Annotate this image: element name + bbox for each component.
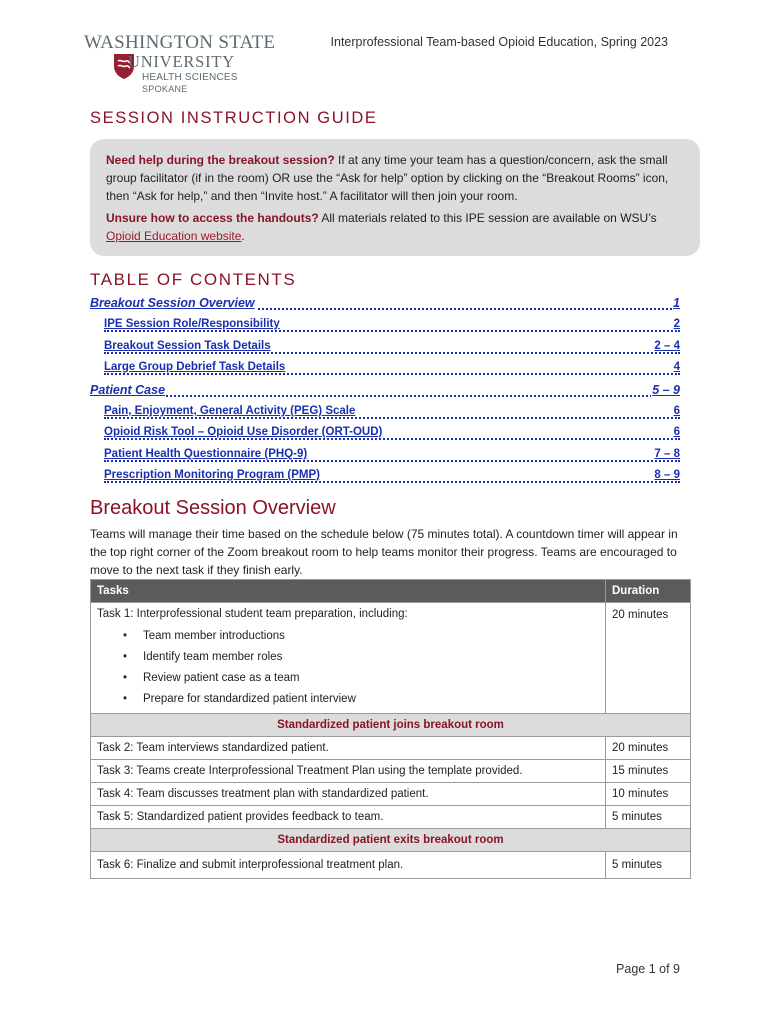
help-callout-box [90, 139, 700, 256]
toc-entry-title: Breakout Session Overview [90, 296, 255, 310]
handouts-text: All materials related to this IPE session are available on WSU’s [318, 211, 657, 225]
task-cell: Task 3: Teams create Interprofessional Treatment Plan using the template provided. [91, 760, 606, 783]
toc-entry-large-group-debrief[interactable] [104, 361, 680, 378]
toc-entry-page: 7 – 8 [654, 448, 680, 460]
logo-line-university: UNIVERSITY [128, 52, 235, 71]
opioid-education-website-link[interactable]: Opioid Education website [106, 229, 242, 243]
list-item: • Team member introductions [97, 626, 599, 647]
table-row [91, 806, 691, 829]
help-paragraph [106, 151, 688, 205]
sp-exits-row [91, 829, 691, 852]
task-1-bullets [97, 626, 599, 710]
toc-entry-ort-oud[interactable] [104, 426, 680, 443]
toc-entry-page: 8 – 9 [654, 469, 680, 481]
logo-line-health-sciences: HEALTH SCIENCES [142, 72, 238, 83]
toc-entry-title: Opioid Risk Tool – Opioid Use Disorder (ORT-OUD) [104, 426, 383, 438]
toc-entry-title: Patient Health Questionnaire (PHQ-9) [104, 448, 308, 460]
toc-entry-title: Large Group Debrief Task Details [104, 361, 286, 373]
duration-cell: 5 minutes [606, 806, 691, 829]
page-number: Page 1 of 9 [616, 962, 680, 976]
toc-entry-page: 5 – 9 [652, 383, 680, 397]
overview-intro-text: Teams will manage their time based on the schedule below (75 minutes total). A countdown timer will appear in the top right corner of the Zoom breakout room to help teams monitor their progress. Teams are encouraged to move to the next task if they finish early. [90, 527, 678, 577]
col-header-duration: Duration [606, 580, 691, 603]
toc-entry-title: Patient Case [90, 383, 166, 397]
toc-entry-page: 2 – 4 [654, 340, 680, 352]
wsu-logo [84, 30, 274, 96]
toc-entry-ipe-session-role[interactable] [104, 318, 680, 335]
duration-cell: 15 minutes [606, 760, 691, 783]
toc-heading: TABLE OF CONTENTS [90, 270, 297, 289]
handouts-end: . [241, 229, 245, 243]
toc-entry-peg-scale[interactable] [104, 405, 680, 422]
document-header-title: Interprofessional Team-based Opioid Education, Spring 2023 [330, 35, 668, 49]
duration-cell: 10 minutes [606, 783, 691, 806]
duration-cell: 20 minutes [606, 737, 691, 760]
sp-joins-label: Standardized patient joins breakout room [91, 714, 691, 737]
logo-line-washington-state: WASHINGTON STATE [84, 32, 276, 53]
toc-entry-page: 1 [673, 296, 680, 310]
toc-entry-title: IPE Session Role/Responsibility [104, 318, 280, 330]
toc-entry-title: Prescription Monitoring Program (PMP) [104, 469, 320, 481]
toc-entry-page: 4 [673, 361, 680, 373]
toc-entry-breakout-task-details[interactable] [104, 340, 680, 357]
sp-exits-label: Standardized patient exits breakout room [91, 829, 691, 852]
handouts-lead: Unsure how to access the handouts? [106, 211, 319, 225]
table-row [91, 852, 691, 879]
help-text: If at any time your team has a question/concern, ask the small group facilitator (if in the room) OR use the “Ask for help” option by clicking on the “Breakout Rooms” icon, then “Ask for help,” and then “Invite host.” A facilitator will then join your room. [106, 153, 669, 203]
toc-entry-title: Breakout Session Task Details [104, 340, 271, 352]
toc-entry-patient-case[interactable] [90, 383, 680, 400]
list-item: • Review patient case as a team [97, 668, 599, 689]
task-cell [91, 603, 606, 714]
list-item: • Identify team member roles [97, 647, 599, 668]
breakout-overview-heading: Breakout Session Overview [90, 497, 336, 519]
toc-entry-page: 2 [673, 318, 680, 330]
toc-entry-phq-9[interactable] [104, 448, 680, 465]
table-row [91, 603, 691, 714]
duration-cell: 5 minutes [606, 852, 691, 879]
toc-entry-title: Pain, Enjoyment, General Activity (PEG) Scale [104, 405, 356, 417]
toc-entry-page: 6 [673, 426, 680, 438]
schedule-header-row [91, 580, 691, 603]
toc-entry-breakout-session-overview[interactable] [90, 296, 680, 313]
logo-line-spokane: SPOKANE [142, 84, 188, 94]
toc-entry-page: 6 [673, 405, 680, 417]
task-cell: Task 6: Finalize and submit interprofessional treatment plan. [91, 852, 606, 879]
duration-cell: 20 minutes [606, 603, 691, 714]
task-1-text: Task 1: Interprofessional student team preparation, including: [97, 608, 408, 620]
help-lead: Need help during the breakout session? [106, 153, 335, 167]
sp-joins-row [91, 714, 691, 737]
task-cell: Task 2: Team interviews standardized patient. [91, 737, 606, 760]
list-item: • Prepare for standardized patient interview [97, 689, 599, 710]
handouts-paragraph [106, 209, 688, 245]
task-cell: Task 4: Team discusses treatment plan with standardized patient. [91, 783, 606, 806]
table-row [91, 737, 691, 760]
session-instruction-heading: SESSION INSTRUCTION GUIDE [90, 109, 378, 127]
table-row [91, 783, 691, 806]
toc-entry-pmp[interactable] [104, 469, 680, 486]
task-cell: Task 5: Standardized patient provides feedback to team. [91, 806, 606, 829]
col-header-tasks: Tasks [91, 580, 606, 603]
schedule-table [90, 579, 691, 879]
table-row [91, 760, 691, 783]
